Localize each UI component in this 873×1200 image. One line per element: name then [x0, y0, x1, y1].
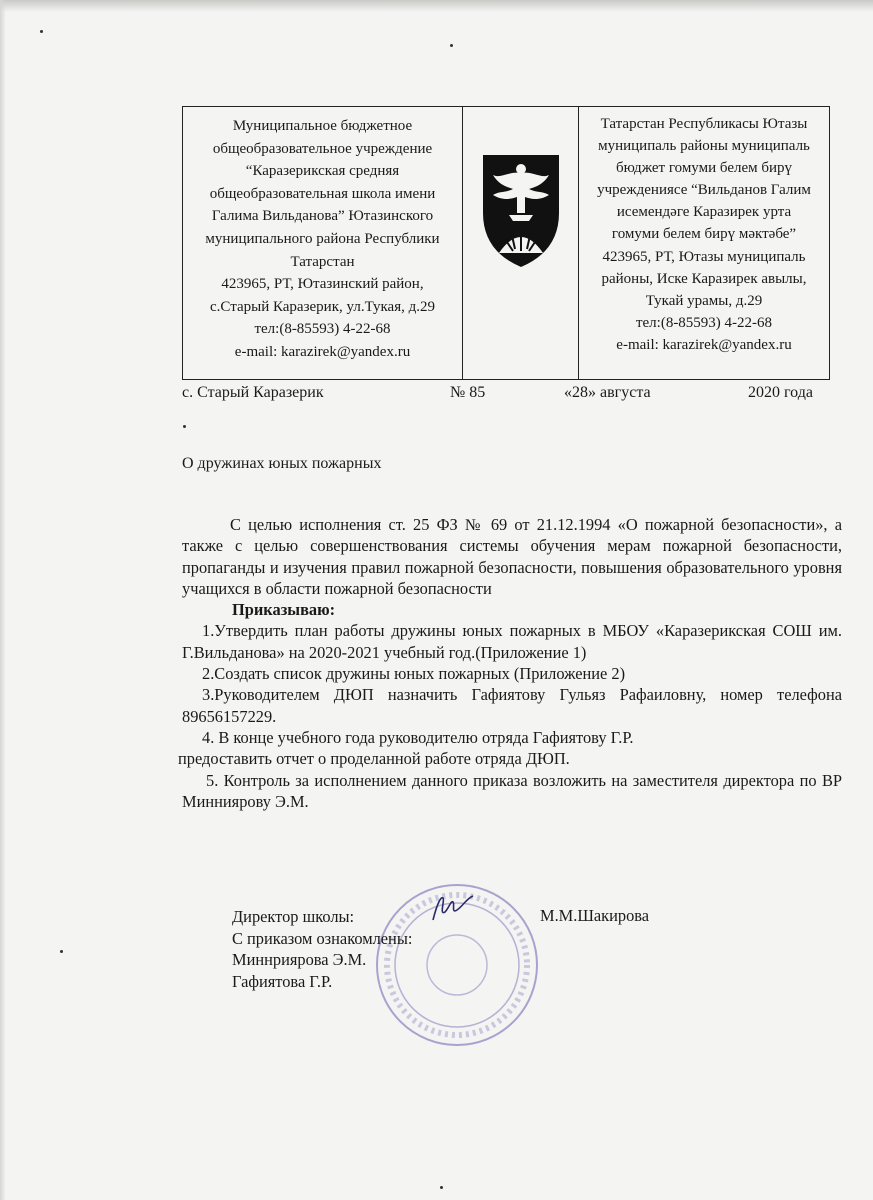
order-dateline	[182, 384, 830, 406]
letterhead-line: e-mail: karazirek@yandex.ru	[234, 343, 411, 360]
order-preamble: С целью исполнения ст. 25 ФЗ № 69 от 21.12.1994 «О пожарной безопасности», а также с целью совершенствования системы обучения мерам пожарной безопасности, пропаганды и изучения правил пожарной безопасности, повышения образовательного уровня учащихся в области пожарной безопасности	[182, 515, 842, 598]
letterhead-russian	[183, 107, 463, 379]
letterhead-line: e-mail: karazirek@yandex.ru	[616, 336, 792, 353]
order-item: 5. Контроль за исполнением данного приказа возложить на заместителя директора по ВР Минниярову Э.М.	[182, 770, 842, 811]
order-item: 4. В конце учебного года руководителю отряда Гафиятову Г.Р.	[202, 727, 634, 747]
letterhead-tatar	[579, 107, 829, 379]
letterhead-line: Тукай урамы, д.29	[645, 292, 763, 309]
letterhead-line: с.Старый Каразерик, ул.Тукая, д.29	[210, 298, 435, 315]
order-subject: О дружинах юных пожарных	[182, 455, 382, 472]
letterhead-line: “Каразерикская средняя	[245, 163, 400, 180]
letterhead-line: Татарстан	[290, 253, 355, 270]
letterhead-line: 423965, РТ, Ютазинский район,	[221, 276, 424, 293]
letterhead-line: общеобразовательная школа имени	[209, 185, 436, 202]
scan-speck	[183, 425, 186, 428]
coat-of-arms-icon	[479, 151, 563, 271]
order-item: 2.Создать список дружины юных пожарных (Приложение 2)	[202, 664, 626, 684]
order-year: 2020 года	[748, 384, 813, 401]
letterhead-line: общеобразовательное учреждение	[212, 140, 433, 157]
director-label: Директор школы:	[232, 907, 355, 926]
letterhead-line: исемендәге Каразирек урта	[616, 204, 792, 221]
letterhead-table	[182, 106, 830, 380]
order-date: «28» августа	[564, 384, 651, 401]
scan-speck	[40, 30, 43, 33]
letterhead-line: районы, Иске Каразирек авылы,	[601, 270, 807, 287]
director-signature	[415, 890, 495, 926]
order-place: с. Старый Каразерик	[182, 384, 324, 401]
scan-speck	[450, 44, 453, 47]
acquainted-label: С приказом ознакомлены:	[232, 928, 413, 948]
letterhead-line: муниципального района Республики	[205, 230, 440, 247]
order-number: № 85	[450, 384, 486, 401]
letterhead-line: бюджет гомуми белем бирү	[615, 160, 793, 177]
letterhead-line: гомуми белем бирү мәктәбе”	[611, 226, 797, 243]
signature-block	[232, 906, 412, 992]
order-item: 3.Руководителем ДЮП назначить Гафиятову Гульяз Рафаиловну, номер телефона 89656157229.	[182, 685, 842, 726]
letterhead-emblem-cell	[463, 107, 579, 379]
letterhead-line: тел:(8-85593) 4-22-68	[635, 314, 773, 331]
letterhead-line: 423965, РТ, Ютазы муниципаль	[602, 248, 806, 265]
acquainted-person: Гафиятова Г.Р.	[232, 971, 333, 991]
order-body	[178, 514, 842, 812]
acquainted-person: Миннриярова Э.М.	[232, 950, 367, 969]
order-item: предоставить отчет о проделанной работе отряда ДЮП.	[178, 749, 570, 769]
order-title: Приказываю:	[232, 600, 336, 620]
scan-speck	[440, 1186, 443, 1189]
order-item: 1.Утвердить план работы дружины юных пожарных в МБОУ «Каразерикская СОШ им. Г.Вильданова» на 2020-2021 учебный год.(Приложение 1)	[182, 621, 842, 662]
letterhead-line: Галима Вильданова” Ютазинского	[211, 208, 434, 225]
letterhead-line: тел:(8-85593) 4-22-68	[254, 321, 391, 338]
letterhead-line: Муниципальное бюджетное	[232, 118, 413, 134]
letterhead-line: муниципаль районы муниципаль	[598, 138, 810, 155]
scan-speck	[60, 950, 63, 953]
scan-edge-left	[0, 0, 6, 1200]
scan-edge-top	[0, 0, 873, 12]
letterhead-line: учреждениясе “Вильданов Галим	[597, 182, 811, 199]
director-name: М.М.Шакирова	[540, 906, 650, 925]
letterhead-line: Татарстан Республикасы Ютазы	[600, 116, 808, 132]
